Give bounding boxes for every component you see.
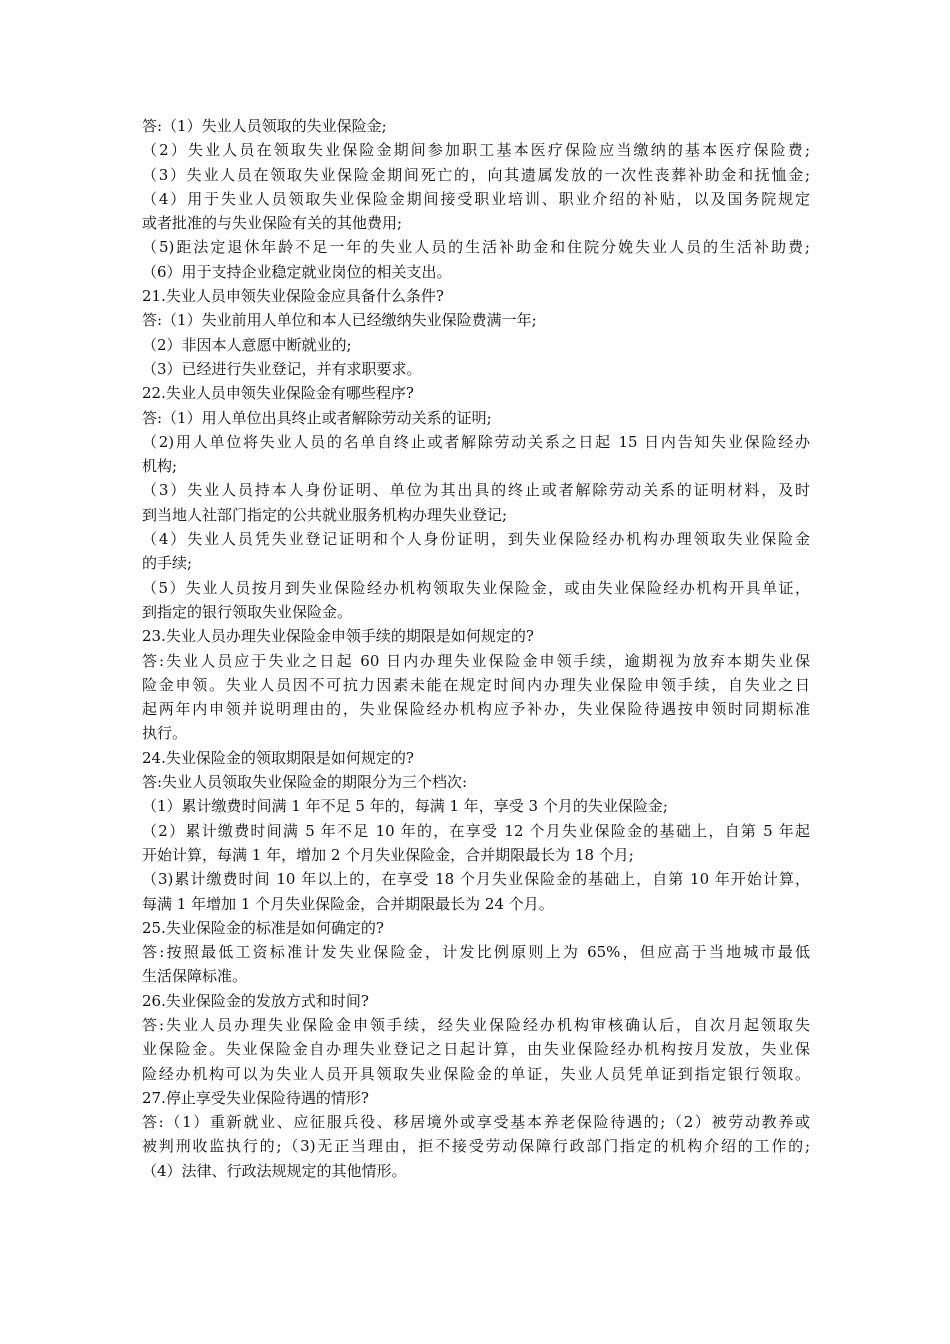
text-line: （2）失业人员在领取失业保险金期间参加职工基本医疗保险应当缴纳的基本医疗保险费; <box>142 141 810 160</box>
question-heading: 27.停止享受失业保险待遇的情形? <box>142 1088 369 1107</box>
text-line: 到指定的银行领取失业保险金。 <box>142 602 353 621</box>
question-heading: 22.失业人员申领失业保险金有哪些程序? <box>142 384 414 403</box>
text-line: （3）失业人员持本人身份证明、单位为其出具的终止或者解除劳动关系的证明材料，及时 <box>142 481 810 500</box>
text-line: （5)距法定退休年龄不足一年的失业人员的生活补助金和住院分娩失业人员的生活补助费; <box>142 238 810 257</box>
text-line: 到当地人社部门指定的公共就业服务机构办理失业登记; <box>142 505 508 524</box>
text-line: （2)用人单位将失业人员的名单自终止或者解除劳动关系之日起 15 日内告知失业保险经办 <box>142 432 810 451</box>
text-line: 答:（1）用人单位出具终止或者解除劳动关系的证明; <box>142 408 492 427</box>
text-line: 答:失业人员领取失业保险金的期限分为三个档次: <box>142 773 468 792</box>
text-line: 险金申领。失业人员因不可抗力因素未能在规定时间内办理失业保险申领手续，自失业之日 <box>142 675 810 694</box>
text-line: （4）失业人员凭失业登记证明和个人身份证明，到失业保险经办机构办理领取失业保险金 <box>142 530 810 549</box>
text-line: （3)累计缴费时间 10 年以上的，在享受 18 个月失业保险金的基础上，自第 10 年开始计算， <box>142 870 810 889</box>
text-line: 或者批准的与失业保险有关的其他费用; <box>142 214 403 233</box>
text-line: （6）用于支持企业稳定就业岗位的相关支出。 <box>142 262 452 281</box>
text-line: 答:失业人员应于失业之日起 60 日内办理失业保险金申领手续，逾期视为放弃本期失业保 <box>142 651 810 670</box>
text-line: 险经办机构可以为失业人员开具领取失业保险金的单证，失业人员凭单证到指定银行领取。 <box>142 1064 810 1083</box>
text-line: 答:（1）重新就业、应征服兵役、移居境外或享受基本养老保险待遇的;（2）被劳动教养或 <box>142 1113 810 1132</box>
document-body <box>142 114 810 1183</box>
text-line: （1）累计缴费时间满 1 年不足 5 年的，每满 1 年，享受 3 个月的失业保险金; <box>142 797 668 816</box>
text-line: 答:（1）失业前用人单位和本人已经缴纳失业保险费满一年; <box>142 311 537 330</box>
text-line: （2）累计缴费时间满 5 年不足 10 年的，在享受 12 个月失业保险金的基础上，自第 5 年起 <box>142 821 810 840</box>
question-heading: 21.失业人员申领失业保险金应具备什么条件? <box>142 287 444 306</box>
question-heading: 25.失业保险金的标准是如何确定的? <box>142 918 384 937</box>
text-line: 答:按照最低工资标准计发失业保险金，计发比例原则上为 65%，但应高于当地城市最低 <box>142 943 810 962</box>
text-line: 机构; <box>142 457 178 476</box>
text-line: 执行。 <box>142 724 188 743</box>
text-line: 业保险金。失业保险金自办理失业登记之日起计算，由失业保险经办机构按月发放，失业保 <box>142 1040 810 1059</box>
text-line: 被判刑收监执行的;（3)无正当理由，拒不接受劳动保障行政部门指定的机构介绍的工作的; <box>142 1137 810 1156</box>
text-line: 答:失业人员办理失业保险金申领手续，经失业保险经办机构审核确认后，自次月起领取失 <box>142 1015 810 1034</box>
question-heading: 24.失业保险金的领取期限是如何规定的? <box>142 748 414 767</box>
question-heading: 26.失业保险金的发放方式和时间? <box>142 991 369 1010</box>
text-line: 生活保障标准。 <box>142 967 248 986</box>
text-line: （2）非因本人意愿中断就业的; <box>142 335 352 354</box>
text-line: 开始计算，每满 1 年，增加 2 个月失业保险金，合并期限最长为 18 个月; <box>142 845 634 864</box>
text-line: （4）法律、行政法规规定的其他情形。 <box>142 1161 407 1180</box>
text-line: （4）用于失业人员领取失业保险金期间接受职业培训、职业介绍的补贴，以及国务院规定 <box>142 189 810 208</box>
text-line: （3）已经进行失业登记，并有求职要求。 <box>142 359 422 378</box>
question-heading: 23.失业人员办理失业保险金申领手续的期限是如何规定的? <box>142 627 534 646</box>
text-line: （5）失业人员按月到失业保险经办机构领取失业保险金，或由失业保险经办机构开具单证， <box>142 578 810 597</box>
text-line: 起两年内申领并说明理由的，失业保险经办机构应予补办，失业保险待遇按申领时同期标准 <box>142 700 810 719</box>
text-line: 答:（1）失业人员领取的失业保险金; <box>142 117 387 135</box>
text-line: 的手续; <box>142 554 193 573</box>
text-line: 每满 1 年增加 1 个月失业保险金，合并期限最长为 24 个月。 <box>142 894 554 913</box>
text-line: （3）失业人员在领取失业保险金期间死亡的，向其遗属发放的一次性丧葬补助金和抚恤金; <box>142 165 810 184</box>
